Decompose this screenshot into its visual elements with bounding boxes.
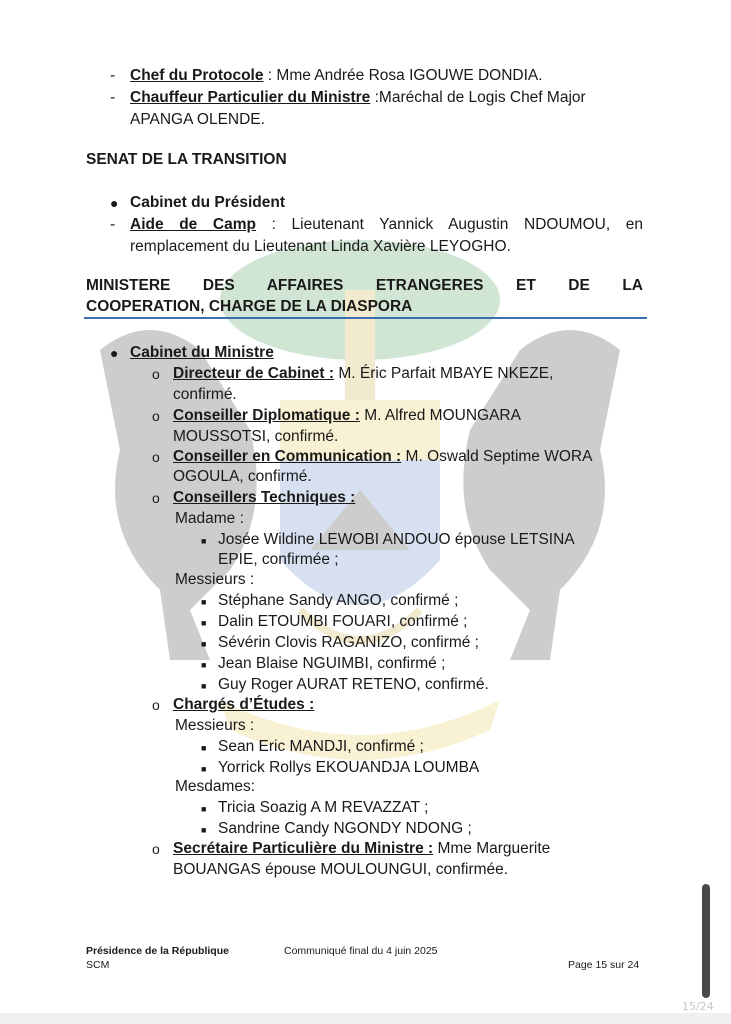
item-text: M. Alfred MOUNGARA [359, 407, 521, 424]
page-indicator: 15/24 [682, 1000, 714, 1013]
list-item [173, 364, 553, 384]
item-continuation: APANGA OLENDE. [130, 111, 265, 128]
item-continuation: EPIE, confirmée ; [218, 551, 339, 568]
section-heading: SENAT DE LA TRANSITION [86, 151, 287, 168]
list-item [130, 215, 643, 235]
group-label: Conseillers Techniques : [173, 489, 356, 506]
item-continuation: confirmé. [173, 386, 237, 403]
item-label: Chauffeur Particulier du Ministre [130, 89, 371, 106]
item-continuation: OGOULA, confirmé. [173, 468, 312, 485]
circle-bullet: o [152, 366, 160, 382]
item-continuation: remplacement du Lieutenant Linda Xavière LEYOGHO. [130, 238, 511, 255]
item-label: Conseiller Diplomatique : [173, 407, 360, 424]
item-text: M. Oswald Septime WORA [401, 448, 593, 465]
item-label: Secrétaire Particulière du Ministre : [173, 840, 434, 857]
subgroup-label: Messieurs : [175, 717, 255, 734]
dash-marker: - [110, 216, 116, 233]
circle-bullet: o [152, 449, 160, 465]
square-bullet: ■ [201, 743, 207, 753]
list-item: Tricia Soazig A M REVAZZAT ; [218, 799, 429, 816]
circle-bullet: o [152, 697, 160, 713]
list-item [173, 839, 550, 859]
viewer-bottom-bar [0, 1013, 731, 1024]
section-heading-line2: COOPERATION, CHARGE DE LA DIASPORA [86, 298, 413, 315]
list-item: Sean Eric MANDJI, confirmé ; [218, 738, 424, 755]
list-item: Josée Wildine LEWOBI ANDOUO épouse LETSINA [218, 531, 575, 548]
square-bullet: ■ [201, 804, 207, 814]
subgroup-label: Madame : [175, 510, 244, 527]
list-item [173, 406, 521, 426]
subgroup-label: Mesdames: [175, 778, 256, 795]
list-item [130, 88, 586, 108]
item-text: M. Éric Parfait MBAYE NKEZE, [334, 365, 554, 382]
item-label: Directeur de Cabinet : [173, 365, 335, 382]
footer-org: Présidence de la République [86, 945, 229, 957]
item-continuation: BOUANGAS épouse MOULOUNGUI, confirmée. [173, 861, 509, 878]
item-continuation: MOUSSOTSI, confirmé. [173, 428, 339, 445]
square-bullet: ■ [201, 639, 207, 649]
disc-bullet: ● [110, 195, 119, 211]
square-bullet: ■ [201, 825, 207, 835]
circle-bullet: o [152, 490, 160, 506]
list-item [130, 66, 543, 86]
list-item: Jean Blaise NGUIMBI, confirmé ; [218, 655, 446, 672]
item-label: Conseiller en Communication : [173, 448, 402, 465]
square-bullet: ■ [201, 536, 207, 546]
item-text: Mme Marguerite [433, 840, 551, 857]
footer-doc-title: Communiqué final du 4 juin 2025 [284, 945, 438, 957]
item-label: Chef du Protocole [130, 67, 264, 84]
subgroup-label: Messieurs : [175, 571, 255, 588]
circle-bullet: o [152, 408, 160, 424]
list-item: Sévérin Clovis RAGANIZO, confirmé ; [218, 634, 479, 651]
square-bullet: ■ [201, 618, 207, 628]
dash-marker: - [110, 67, 116, 84]
heading-underline [84, 317, 647, 319]
cabinet-heading: Cabinet du Ministre [130, 344, 274, 361]
footer-page-number: Page 15 sur 24 [568, 959, 640, 971]
list-item: Yorrick Rollys EKOUANDJA LOUMBA [218, 759, 480, 776]
scrollbar-thumb[interactable] [702, 884, 710, 998]
item-text: : Mme Andrée Rosa IGOUWE DONDIA. [263, 67, 543, 84]
square-bullet: ■ [201, 660, 207, 670]
list-item: Stéphane Sandy ANGO, confirmé ; [218, 592, 459, 609]
cabinet-heading: Cabinet du Président [130, 194, 286, 211]
square-bullet: ■ [201, 681, 207, 691]
list-item [173, 447, 592, 467]
list-item: Guy Roger AURAT RETENO, confirmé. [218, 676, 489, 693]
item-label: Aide de Camp [130, 216, 256, 233]
square-bullet: ■ [201, 764, 207, 774]
section-heading: MINISTERE DES AFFAIRES ETRANGERES ET DE LA [86, 277, 643, 294]
dash-marker: - [110, 89, 116, 106]
group-label: Chargés d’Études : [173, 696, 315, 713]
disc-bullet: ● [110, 345, 119, 361]
item-text: :Maréchal de Logis Chef Major [370, 89, 586, 106]
circle-bullet: o [152, 841, 160, 857]
square-bullet: ■ [201, 597, 207, 607]
list-item: Sandrine Candy NGONDY NDONG ; [218, 820, 472, 837]
list-item: Dalin ETOUMBI FOUARI, confirmé ; [218, 613, 468, 630]
footer-dept: SCM [86, 959, 110, 971]
item-text: : Lieutenant Yannick Augustin NDOUMOU, en [256, 216, 643, 233]
